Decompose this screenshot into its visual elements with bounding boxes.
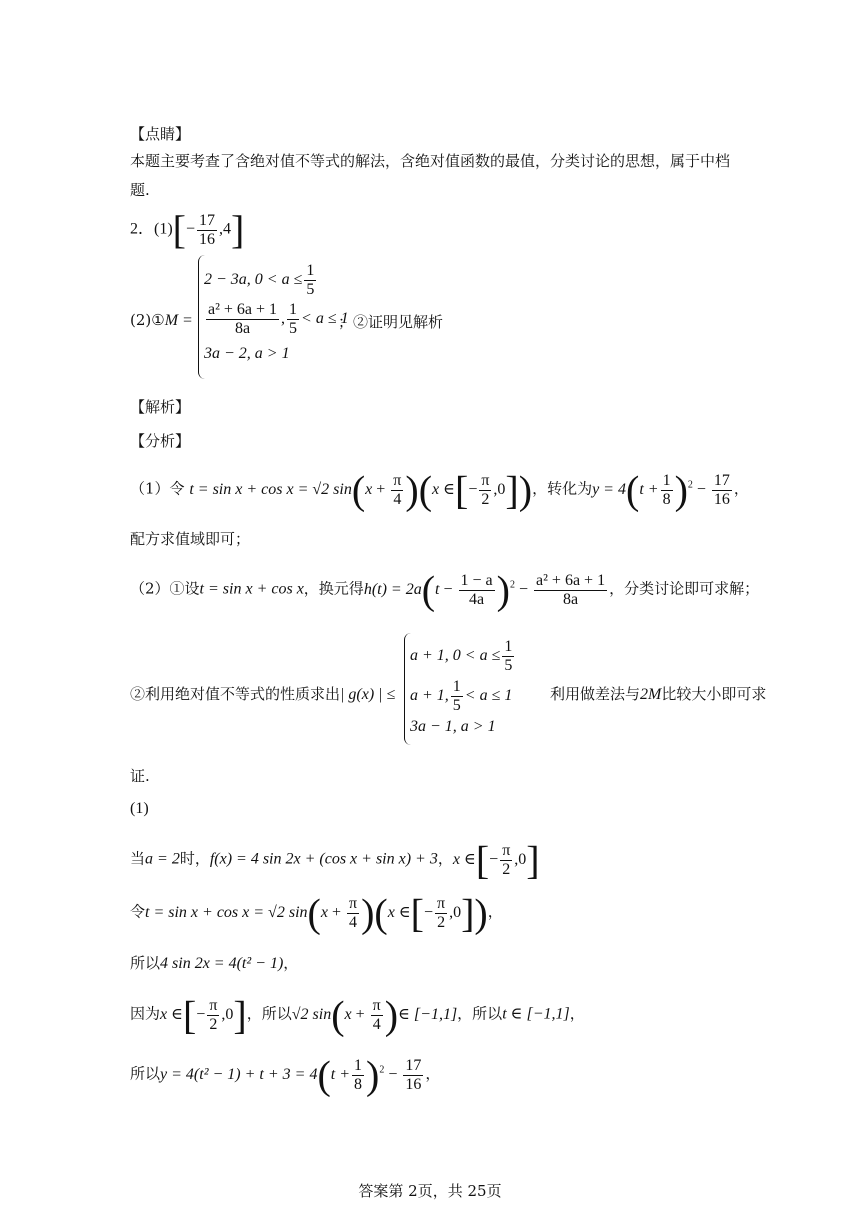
- answer-2-frac-num: 17: [199, 211, 216, 229]
- m-label: M =: [164, 312, 193, 329]
- comment-line-1: 本题主要考查了含绝对值不等式的解法，含绝对值函数的最值，分类讨论的思想，属于中档: [130, 152, 731, 170]
- solution-label: (1): [130, 800, 149, 817]
- solution-line-4: 因为x ∈[− $\frac{\pi}{2}$ ,0]，所以√2 sin(x + $\frac{\pi}{4}$ )∈ [−1,1]，所以t ∈ [−1,1]，: [130, 992, 585, 1037]
- analysis-3-tail: 利用做差法与2M比较大小即可求: [550, 685, 767, 703]
- analysis-2: （2）①设t = sin x + cos x，换元得h(t) = 2a(t − $\frac{1 - a}{4a}$ )$^2$ − $\frac{\text{a² + 6a + 1}}{8a}$ ，分类讨论即可求解；: [130, 567, 760, 612]
- analysis-1: （1）令 t = sin x + cos x = √2 sin(x + $\frac{\pi}{4}$ )(x ∈[− $\frac{\pi}{2}$ ,0])，转化为y = 4(t + $\frac{1}{8}$ )$^2$ − $\frac{17}{16}$ ，: [130, 467, 749, 512]
- m-case-1: 2 − 3a, 0 < a ≤ $\frac{1}{5}$: [204, 262, 315, 298]
- answer-2-tail: ,4: [219, 220, 232, 238]
- answer-2-part2-tail: ；②证明见解析: [338, 313, 444, 331]
- g-case-2: a + 1, $\frac{1}{5}$ < a ≤ 1: [410, 678, 513, 714]
- solution-line-3: 所以4 sin 2x = 4(t² − 1)，: [130, 954, 299, 972]
- solution-line-5: 所以y = 4(t² − 1) + t + 3 = 4(t + $\frac{1}{8}$ )$^2$ − $\frac{17}{16}$ ，: [130, 1052, 441, 1097]
- comment-line-2: 题.: [130, 181, 150, 199]
- m-case-2: $\frac{\text{a² + 6a + 1}}{8a}$ , $\frac{1}{5}$ < a ≤ 1: [208, 301, 349, 337]
- solution-line-2: 令t = sin x + cos x = √2 sin(x + $\frac{\pi}{4}$ )(x ∈[− $\frac{\pi}{2}$ ,0])，: [130, 890, 503, 935]
- analysis-3-line2: 证.: [130, 767, 150, 785]
- answer-2-frac-den: 16: [199, 230, 216, 248]
- section-dianjing: 【点睛】: [130, 125, 191, 143]
- solution-line-1: 当a = 2时，f(x) = 4 sin 2x + (cos x + sin x) + 3，x ∈[− $\frac{\pi}{2}$ ,0]: [130, 837, 540, 882]
- answer-2-prefix: 2．(1): [130, 220, 173, 238]
- answer-2-part1: 2．(1)[− $\frac{17}{16}$ ,4]: [130, 207, 245, 252]
- page-footer: 答案第 2页，共 25页: [358, 1182, 502, 1200]
- g-case-3: 3a − 1, a > 1: [410, 718, 496, 735]
- g-case-1: a + 1, 0 < a ≤ $\frac{1}{5}$: [410, 638, 513, 674]
- section-fenxi: 【分析】: [130, 432, 191, 450]
- analysis-1-line2: 配方求值域即可；: [130, 530, 251, 548]
- analysis-3: ②利用绝对值不等式的性质求出| g(x) | ≤: [130, 685, 396, 703]
- section-jiexi: 【解析】: [130, 398, 191, 416]
- answer-2-part2-prefix: (2)①M =: [130, 311, 193, 329]
- m-case-3: 3a − 2, a > 1: [204, 345, 290, 362]
